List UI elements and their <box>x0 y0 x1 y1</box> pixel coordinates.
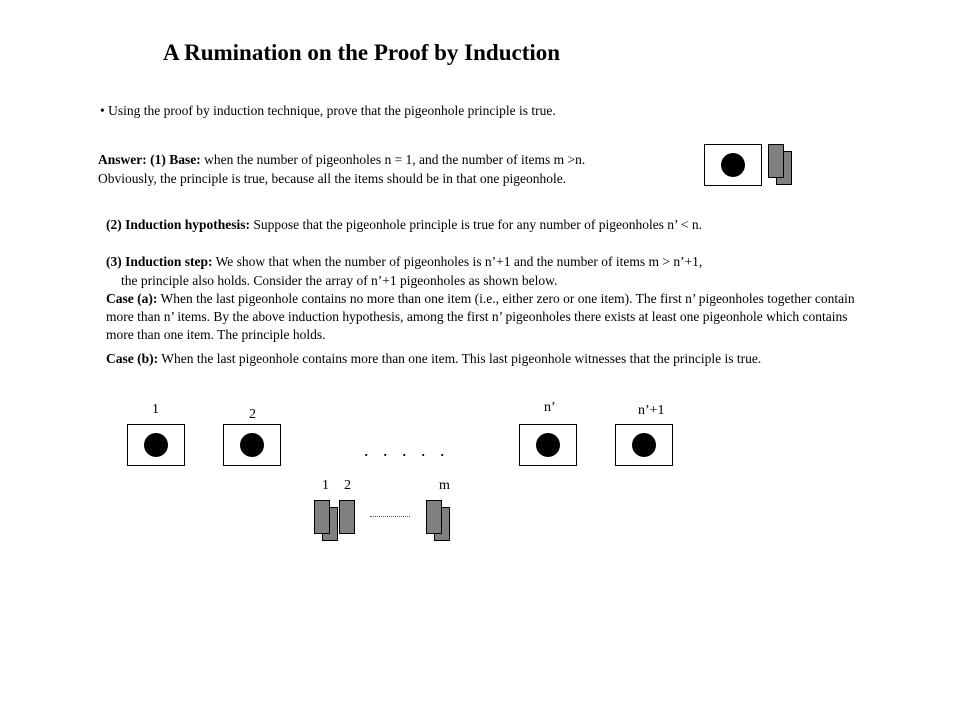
base-text: when the number of pigeonholes n = 1, and the number of items m >n. <box>200 152 586 167</box>
hole-label-1: 1 <box>152 402 159 417</box>
case-a-paragraph <box>106 290 858 345</box>
ellipsis: . . . . . <box>364 440 450 460</box>
hole-label-n-prime: n’ <box>544 400 556 415</box>
item-card-m <box>426 500 442 534</box>
base-line-2: Obviously, the principle is true, because all the items should be in that one pigeonhole. <box>98 171 567 186</box>
hole-label-2: 2 <box>249 407 256 422</box>
pigeon-ball-1 <box>144 433 168 457</box>
base-pigeonhole <box>704 144 762 186</box>
pigeonhole-1 <box>127 424 185 466</box>
pigeonhole-n-prime <box>519 424 577 466</box>
pigeonhole-2 <box>223 424 281 466</box>
base-label: Answer: (1) Base: <box>98 152 201 167</box>
pigeon-ball-n-prime-plus-1 <box>632 433 656 457</box>
case-b-paragraph <box>106 350 858 368</box>
pigeonhole-n-prime-plus-1 <box>615 424 673 466</box>
case-a-label: Case (a): <box>106 291 158 306</box>
hole-label-n-prime-plus-1: n’+1 <box>638 403 665 418</box>
item-card-1 <box>314 500 330 534</box>
items-continuation-line <box>370 516 410 517</box>
pigeon-ball-n-prime <box>536 433 560 457</box>
base-line-1 <box>98 151 585 169</box>
item-card-3 <box>339 500 355 534</box>
slide-title: A Rumination on the Proof by Induction <box>163 40 561 65</box>
case-b-label: Case (b): <box>106 351 159 366</box>
step-line-1 <box>106 253 702 271</box>
base-item-card-front <box>768 144 784 178</box>
item-label-m: m <box>439 478 450 493</box>
step-line-2: the principle also holds. Consider the array of n’+1 pigeonholes as shown below. <box>121 273 558 288</box>
hypothesis-text: Suppose that the pigeonhole principle is true for any number of pigeonholes n’ < n. <box>250 217 703 232</box>
hypothesis-label: (2) Induction hypothesis: <box>106 217 251 232</box>
question-text: • Using the proof by induction technique, prove that the pigeonhole principle is true. <box>100 103 556 118</box>
base-pigeon-ball <box>721 153 745 177</box>
item-label-1: 1 <box>322 478 329 493</box>
item-label-2: 2 <box>344 478 351 493</box>
hypothesis-line <box>106 216 702 234</box>
step-text: We show that when the number of pigeonholes is n’+1 and the number of items m > n’+1, <box>212 254 703 269</box>
pigeon-ball-2 <box>240 433 264 457</box>
case-a-text: When the last pigeonhole contains no more than one item (i.e., either zero or one item). The first n’ pigeonholes together contain more than n’ items. By the above induction hypothesis, among the first n’ pigeonholes there exists at least one pigeonhole which contains more than one item. The principle holds. <box>106 291 855 343</box>
case-b-text: When the last pigeonhole contains more than one item. This last pigeonhole witnesses that the principle is true. <box>158 351 762 366</box>
step-label: (3) Induction step: <box>106 254 213 269</box>
